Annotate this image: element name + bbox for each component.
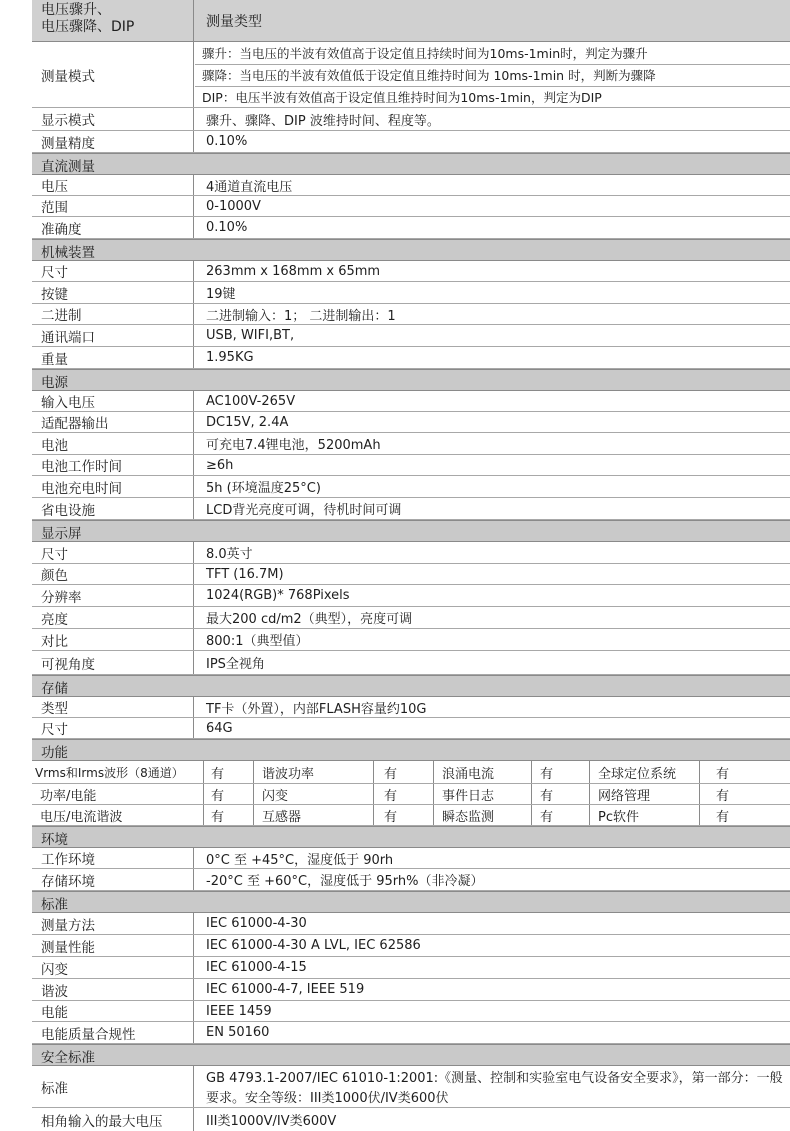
spec-label: 谐波 <box>32 979 194 1000</box>
spec-row <box>32 261 790 282</box>
spec-label: 尺寸 <box>32 261 194 281</box>
spec-row <box>32 651 790 675</box>
measure-mode-line: DIP：电压半波有效值高于设定值且维持时间为10ms-1min，判定为DIP <box>202 90 602 105</box>
spec-value: IPS全视角 <box>206 657 265 672</box>
spec-row <box>32 455 790 476</box>
spec-label: 重量 <box>32 347 194 368</box>
spec-label: 输入电压 <box>32 391 194 411</box>
spec-row <box>32 175 790 196</box>
spec-row <box>32 391 790 412</box>
spec-value: ≥6h <box>206 457 234 473</box>
section-header <box>32 739 790 761</box>
spec-row <box>32 412 790 433</box>
function-name: Pc软件 <box>590 805 700 825</box>
spec-label: 电能质量合规性 <box>32 1022 194 1043</box>
spec-value: 800:1（典型值） <box>206 634 309 649</box>
spec-label: 电压 <box>32 175 194 195</box>
function-name: 谐波功率 <box>254 761 374 783</box>
spec-row <box>32 347 790 369</box>
function-support: 有 <box>204 805 254 825</box>
spec-label: 显示模式 <box>32 108 194 130</box>
spec-value: 263mm x 168mm x 65mm <box>206 263 381 279</box>
spec-label: 测量方法 <box>32 913 194 934</box>
spec-value: 1024(RGB)* 768Pixels <box>206 588 350 603</box>
section-header <box>32 369 790 391</box>
spec-label: 标准 <box>32 1066 194 1107</box>
spec-row <box>32 476 790 498</box>
section-header <box>32 239 790 261</box>
function-support: 有 <box>374 761 434 783</box>
measure-mode-line: 骤降：当电压的半波有效值低于设定值且维持时间为 10ms-1min 时，判断为骤降 <box>195 64 790 87</box>
spec-row <box>32 957 790 979</box>
spec-row <box>32 282 790 304</box>
spec-value: LCD背光亮度可调，待机时间可调 <box>206 503 402 518</box>
spec-label: 亮度 <box>32 607 194 628</box>
spec-row <box>32 1022 790 1044</box>
spec-row <box>32 542 790 564</box>
spec-label: 二进制 <box>32 304 194 324</box>
spec-value: 64G <box>206 720 233 736</box>
section-title: 环境 <box>41 832 68 848</box>
spec-value: TFT (16.7M) <box>206 566 284 582</box>
measure-mode-line: 骤升：当电压的半波有效值高于设定值且持续时间为10ms-1min时，判定为骤升 <box>195 42 790 65</box>
spec-value: IEC 61000-4-30 <box>206 916 307 931</box>
spec-row-measure-mode <box>32 42 790 108</box>
spec-label: 省电设施 <box>32 498 194 519</box>
function-support: 有 <box>532 805 590 825</box>
spec-label: 范围 <box>32 196 194 216</box>
spec-label: 电池 <box>32 433 194 454</box>
spec-value: 二进制输入：1； 二进制输出：1 <box>206 308 396 324</box>
spec-value: 0-1000V <box>206 198 261 214</box>
spec-value: GB 4793.1-2007/IEC 61010-1:2001:《测量、控制和实验室电气设备安全要求》，第一部分：一般要求。安全等级：III类1000伏/IV类600伏 <box>206 1071 783 1106</box>
spec-value: 0°C 至 +45°C，湿度低于 90rh <box>206 852 394 868</box>
spec-row <box>32 1066 790 1108</box>
function-support: 有 <box>204 761 254 783</box>
section-header <box>32 520 790 542</box>
spec-value: IEC 61000-4-15 <box>206 960 307 975</box>
spec-row <box>32 869 790 891</box>
spec-row <box>32 979 790 1001</box>
spec-row <box>32 131 790 153</box>
spec-row <box>32 433 790 455</box>
spec-label: 尺寸 <box>32 542 194 563</box>
spec-label: 测量性能 <box>32 935 194 956</box>
spec-row <box>32 108 790 131</box>
spec-label: 电池工作时间 <box>32 455 194 475</box>
function-support: 有 <box>716 788 730 804</box>
spec-row <box>32 498 790 520</box>
function-row <box>32 784 790 805</box>
header-label: 电压骤升、 电压骤降、DIP <box>32 0 194 41</box>
spec-label: 对比 <box>32 629 194 650</box>
spec-row <box>32 718 790 739</box>
spec-label: 测量模式 <box>32 42 194 107</box>
spec-row <box>32 1108 790 1131</box>
spec-value: -20°C 至 +60°C，湿度低于 95rh%（非冷凝） <box>206 874 484 889</box>
section-title: 存储 <box>41 681 68 697</box>
spec-value: AC100V-265V <box>206 393 296 409</box>
spec-row <box>32 564 790 585</box>
section-header <box>32 891 790 913</box>
function-name: 网络管理 <box>590 784 700 804</box>
spec-value: 0.10% <box>206 220 248 235</box>
spec-row <box>32 607 790 629</box>
function-support: 有 <box>374 805 434 825</box>
spec-row <box>32 196 790 217</box>
section-title: 直流测量 <box>41 159 95 175</box>
spec-label: 类型 <box>32 697 194 717</box>
function-support: 有 <box>204 784 254 804</box>
spec-row <box>32 629 790 651</box>
function-row <box>32 761 790 784</box>
spec-value: III类1000V/IV类600V <box>206 1114 337 1129</box>
spec-row <box>32 913 790 935</box>
function-support: 有 <box>532 784 590 804</box>
spec-label: 颜色 <box>32 564 194 584</box>
spec-row <box>32 325 790 347</box>
function-support: 有 <box>716 766 730 782</box>
section-title: 机械装置 <box>41 245 95 261</box>
spec-label: 按键 <box>32 282 194 303</box>
spec-label: 适配器输出 <box>32 412 194 432</box>
spec-row <box>32 935 790 957</box>
spec-value: 可充电7.4锂电池，5200mAh <box>206 438 381 453</box>
function-name: 互感器 <box>254 805 374 825</box>
section-title: 功能 <box>41 745 68 761</box>
spec-value: DC15V, 2.4A <box>206 414 289 430</box>
function-name: 闪变 <box>254 784 374 804</box>
section-title: 电源 <box>41 375 68 391</box>
section-header <box>32 826 790 848</box>
spec-row <box>32 1001 790 1022</box>
function-name: 全球定位系统 <box>590 761 700 783</box>
function-name: 瞬态监测 <box>434 805 532 825</box>
spec-value: 8.0英寸 <box>206 547 253 562</box>
section-header-measure-type <box>32 0 790 42</box>
spec-value: 1.95KG <box>206 350 254 365</box>
spec-label: 闪变 <box>32 957 194 978</box>
section-header <box>32 675 790 697</box>
section-title: 安全标准 <box>41 1050 95 1066</box>
spec-value: 骤升、骤降、DIP 波维持时间、程度等。 <box>206 113 440 129</box>
function-name: 电压/电流谐波 <box>32 805 204 825</box>
spec-value: IEC 61000-4-30 A LVL, IEC 62586 <box>206 938 421 953</box>
function-support: 有 <box>374 784 434 804</box>
spec-label: 尺寸 <box>32 718 194 738</box>
spec-label: 电能 <box>32 1001 194 1021</box>
spec-label: 测量精度 <box>32 131 194 152</box>
section-title: 标准 <box>41 897 68 913</box>
spec-row <box>32 585 790 607</box>
header-value: 测量类型 <box>206 13 262 30</box>
spec-row <box>32 304 790 325</box>
spec-value: IEEE 1459 <box>206 1003 272 1019</box>
function-name: 事件日志 <box>434 784 532 804</box>
function-row <box>32 805 790 826</box>
function-name: 浪涌电流 <box>434 761 532 783</box>
spec-value: 最大200 cd/m2（典型），亮度可调 <box>206 612 413 627</box>
spec-label: 存储环境 <box>32 869 194 890</box>
function-name: Vrms和Irms波形（8通道） <box>32 761 204 783</box>
spec-value: EN 50160 <box>206 1025 270 1040</box>
spec-label: 工作环境 <box>32 848 194 868</box>
spec-row <box>32 848 790 869</box>
function-support: 有 <box>716 809 730 825</box>
spec-label: 相角输入的最大电压 <box>32 1108 194 1131</box>
function-name: 功率/电能 <box>32 784 204 804</box>
spec-value: TF卡（外置），内部FLASH容量约10G <box>206 701 427 717</box>
section-header <box>32 153 790 175</box>
spec-value: 19键 <box>206 287 236 302</box>
spec-value: 4通道直流电压 <box>206 179 293 195</box>
section-header <box>32 1044 790 1066</box>
spec-label: 通讯端口 <box>32 325 194 346</box>
section-title: 显示屏 <box>41 526 82 542</box>
spec-value: USB, WIFI,BT, <box>206 328 295 343</box>
spec-row <box>32 217 790 239</box>
spec-label: 可视角度 <box>32 651 194 674</box>
spec-label: 电池充电时间 <box>32 476 194 497</box>
spec-value: IEC 61000-4-7, IEEE 519 <box>206 982 365 997</box>
spec-label: 分辨率 <box>32 585 194 606</box>
spec-label: 准确度 <box>32 217 194 238</box>
spec-row <box>32 697 790 718</box>
spec-value: 5h (环境温度25°C) <box>206 481 321 496</box>
spec-value: 0.10% <box>206 134 248 149</box>
function-support: 有 <box>532 761 590 783</box>
